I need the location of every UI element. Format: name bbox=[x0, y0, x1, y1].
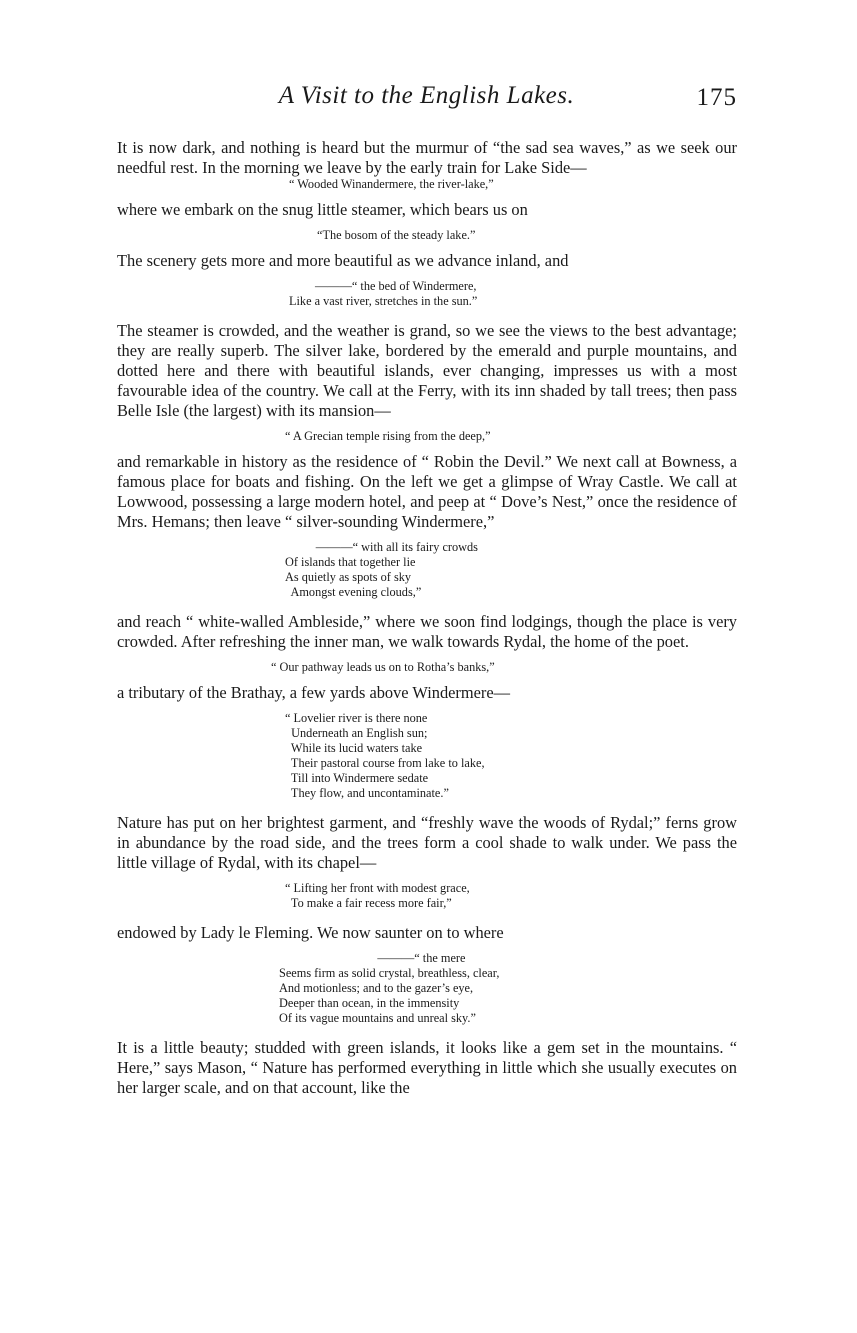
paragraph-6: and reach “ white-walled Ambleside,” where we soon find lodgings, though the place is very crowded. After refreshing the inner man, we walk towards Rydal, the home of the poet. bbox=[117, 612, 737, 651]
verse-line: They flow, and uncontaminate.” bbox=[285, 786, 449, 800]
paragraph-7: a tributary of the Brathay, a few yards above Windermere— bbox=[117, 683, 511, 702]
page-header bbox=[116, 82, 737, 116]
paragraph-5: and remarkable in history as the residence of “ Robin the Devil.” We next call at Bowness, a famous place for boats and fishing. On the left we get a glimpse of Wray Castle. We call at Lowwood, possessing a large modern hotel, and peep at “ Dove’s Nest,” once the residence of Mrs. Hemans; then leave “ silver-sounding Windermere,” bbox=[117, 452, 737, 531]
verse-line: ———“ with all its fairy crowds bbox=[285, 540, 478, 554]
page-number: 175 bbox=[696, 84, 737, 111]
verse-line: Deeper than ocean, in the immensity bbox=[279, 996, 460, 1010]
paragraph-9: endowed by Lady le Fleming. We now saunter on to where bbox=[117, 923, 504, 942]
verse-line: Like a vast river, stretches in the sun.” bbox=[289, 294, 478, 308]
quotation-9 bbox=[117, 951, 737, 1026]
verse-line: “ Lifting her front with modest grace, bbox=[285, 881, 470, 895]
page-body bbox=[117, 138, 737, 1098]
verse-line: ———“ the mere bbox=[279, 951, 466, 965]
quotation-3 bbox=[117, 279, 737, 309]
verse-line: And motionless; and to the gazer’s eye, bbox=[279, 981, 474, 995]
quotation-8 bbox=[117, 881, 737, 911]
verse-line: As quietly as spots of sky bbox=[285, 570, 412, 584]
paragraph-10: It is a little beauty; studded with green islands, it looks like a gem set in the mountains. “ Here,” says Mason, “ Nature has performed everything in little which she usually executes on her larger scale, and on that account, like the bbox=[117, 1038, 737, 1097]
verse-line: Till into Windermere sedate bbox=[285, 771, 429, 785]
verse-line: Their pastoral course from lake to lake, bbox=[285, 756, 485, 770]
verse-line: Of islands that together lie bbox=[285, 555, 416, 569]
paragraph-1: It is now dark, and nothing is heard but the murmur of “the sad sea waves,” as we seek our needful rest. In the morning we leave by the early train for Lake Side— bbox=[117, 138, 737, 177]
quotation-7 bbox=[117, 711, 737, 801]
quotation-6: “ Our pathway leads us on to Rotha’s banks,” bbox=[271, 660, 495, 674]
quotation-2: “The bosom of the steady lake.” bbox=[317, 228, 476, 242]
verse-line: Of its vague mountains and unreal sky.” bbox=[279, 1011, 476, 1025]
paragraph-8: Nature has put on her brightest garment, and “freshly wave the woods of Rydal;” ferns grow in abundance by the road side, and the trees form a cool shade to walk under. We pass the little village of Rydal, with its chapel— bbox=[117, 813, 737, 872]
paragraph-2: where we embark on the snug little steamer, which bears us on bbox=[117, 200, 528, 219]
verse-line: Amongst evening clouds,” bbox=[285, 585, 422, 599]
paragraph-4: The steamer is crowded, and the weather is grand, so we see the views to the best advantage; they are really superb. The silver lake, bordered by the emerald and purple mountains, and dotted here and there with beautiful islands, ever changing, impresses us with a most favourable idea of the country. We call at the Ferry, with its inn shaded by tall trees; then pass Belle Isle (the largest) with its mansion— bbox=[117, 321, 737, 420]
verse-line: To make a fair recess more fair,” bbox=[285, 896, 452, 910]
verse-line: Seems firm as solid crystal, breathless, clear, bbox=[279, 966, 500, 980]
quotation-1: “ Wooded Winandermere, the river-lake,” bbox=[289, 177, 494, 191]
paragraph-3: The scenery gets more and more beautiful as we advance inland, and bbox=[117, 251, 569, 270]
verse-line: “ Lovelier river is there none bbox=[285, 711, 428, 725]
quotation-4: “ A Grecian temple rising from the deep,” bbox=[285, 429, 491, 443]
quotation-5 bbox=[117, 540, 737, 600]
verse-line: ———“ the bed of Windermere, bbox=[315, 279, 477, 293]
running-title: A Visit to the English Lakes. bbox=[278, 82, 575, 109]
verse-line: Underneath an English sun; bbox=[285, 726, 428, 740]
verse-line: While its lucid waters take bbox=[285, 741, 423, 755]
